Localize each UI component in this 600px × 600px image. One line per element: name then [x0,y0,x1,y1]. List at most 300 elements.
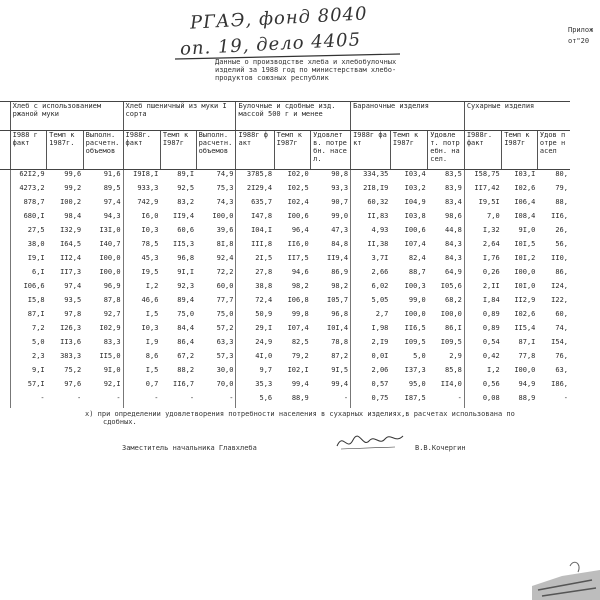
table-cell: 26, [555,226,568,234]
table-cell: I24, [551,282,568,290]
table-row [0,296,570,310]
archive-annotation-line1: РГАЭ, фонд 8040 [189,3,369,34]
table-cell: I9,5 [123,268,160,282]
table-cell: 92,3 [177,282,195,290]
table-cell: I02,5 [287,184,309,192]
table-cell: 6,02 [351,282,391,296]
table-cell: 2,9 [449,352,462,360]
column-header: Темп к I987г [274,131,311,170]
table-cell: 79, [555,184,568,192]
row-label [0,240,10,254]
table-cell: 88,7 [408,268,426,276]
table-cell: I9,I [10,254,47,268]
table-cell: I04,9 [404,198,426,206]
table-cell: I9I8,I [123,170,160,185]
signatory-title: Заместитель начальника Главхлеба [122,444,257,452]
row-label [0,268,10,282]
table-cell: 84,3 [444,254,462,262]
table-cell: I00,0 [514,268,536,276]
footnote-line1: х) при определении удовлетворения потребности населения в сухарных изделиях,в расчетах использована по [85,410,515,418]
table-cell: 99,4 [331,380,349,388]
table-cell: 77,8 [518,352,536,360]
table-cell: I,2 [123,282,160,296]
table-cell: 88, [555,198,568,206]
table-cell: 75,2 [64,366,82,374]
table-cell: 99,6 [64,170,82,178]
table-cell: 93,5 [64,296,82,304]
table-cell: 98,2 [291,282,309,290]
table-cell: 3,7I [351,254,391,268]
table-cell: - [563,394,568,402]
table-cell: 77,7 [216,296,234,304]
table-cell: II,83 [351,212,391,226]
table-cell: I6,0 [123,212,160,226]
table-cell: I22, [551,296,568,304]
table-row [0,282,570,296]
group-bagels: Бараночные изделия [351,102,465,131]
table-cell: 9I,I [177,268,195,276]
table-cell: II5,0 [99,352,121,360]
table-cell: II6,7 [173,380,195,388]
table-cell: I06,6 [10,282,47,296]
table-cell: 83,4 [444,198,462,206]
table-cell: I02,I [287,366,309,374]
row-label [0,366,10,380]
table-cell: 88,2 [177,366,195,374]
table-cell: I00,3 [404,282,426,290]
table-cell: I03,4 [404,170,426,178]
table-cell: I26,3 [60,324,82,332]
table-cell: I02,9 [99,324,121,332]
table-cell: 87,8 [103,296,121,304]
row-label [0,380,10,394]
table-cell: 57,2 [216,324,234,332]
table-cell: II4,0 [440,380,462,388]
table-cell: 2,I9 [351,338,391,352]
table-cell: I02,4 [287,198,309,206]
table-cell: 86,9 [331,268,349,276]
table-cell: 62I2,9 [10,170,47,185]
column-header: I988г факт [351,131,391,170]
column-header: Удов потре насел [537,131,570,170]
group-buns: Булочные и сдобные изд. массой 500 г и менее [236,102,351,131]
table-cell: 5,0 [10,338,47,352]
title-line2: изделий за 1988 год по министерствам хлебо- [215,66,397,74]
table-cell: 87,2 [331,352,349,360]
table-cell: 0,0I [351,352,391,366]
table-cell: I00,0 [99,268,121,276]
table-cell: I0I,4 [326,324,349,332]
table-cell: 5,6 [236,394,274,408]
table-cell: I02,6 [514,184,536,192]
table-row [0,240,570,254]
table-cell: 6,I [10,268,47,282]
table-cell: 96,4 [291,226,309,234]
table-cell: - [10,394,47,408]
table-cell: 383,3 [60,352,82,360]
table-cell: I,98 [351,324,391,338]
table-cell: 99,4 [291,380,309,388]
handwritten-signature [335,430,405,455]
table-row [0,198,570,212]
table-cell: 2I,5 [236,254,274,268]
table-cell: 38,0 [10,240,47,254]
table-cell: 96,9 [103,282,121,290]
table-cell: 60,32 [351,198,391,212]
table-cell: I0I,2 [514,254,536,262]
table-cell: I,5 [123,366,160,380]
table-row [0,226,570,240]
row-label [0,296,10,310]
table-cell: 94,6 [291,268,309,276]
table-cell: I00,0 [99,254,121,262]
appendix-label: Прилож [568,26,594,34]
table-cell: 87,I [518,338,536,346]
table-cell: 92,4 [216,254,234,262]
table-cell: I58,75 [464,170,501,185]
table-cell: 79,2 [291,352,309,360]
table-cell: I00,0 [404,310,426,318]
table-cell: 4I,0 [236,352,274,366]
row-label [0,198,10,212]
column-header: I988г. факт [123,131,160,170]
table-cell: 91,6 [103,170,121,178]
table-cell: I0,3 [123,324,160,338]
table-cell: I05,7 [326,296,349,304]
table-cell: 56, [555,240,568,248]
table-cell: 68,2 [444,296,462,304]
table-cell: 0,75 [351,394,391,408]
table-cell: II6,0 [287,240,309,248]
group-rye-bread: Хлеб с использованием ржаной муки [10,102,123,131]
table-cell: 334,35 [351,170,391,185]
table-cell: 45,3 [123,254,160,268]
column-header: Темп к I987г [502,131,538,170]
table-cell: II2,9 [514,296,536,304]
table-group-header [0,102,570,131]
table-cell: 8,6 [123,352,160,366]
title-line1: Данные о производстве хлеба и хлебобулочных [215,58,397,66]
table-cell: I04,I [236,226,274,240]
table-cell: 89,I [177,170,195,178]
title-line3: продуктов союзных республик [215,74,329,82]
table-row [0,254,570,268]
archive-annotation-line2: оп. 19, дело 4405 [179,29,362,60]
column-header: Темп к I987г [160,131,196,170]
table-cell: 83,3 [103,338,121,346]
footnote-line2: сдобных. [103,418,137,426]
table-cell: I,2 [464,366,501,380]
table-cell: I02,6 [514,310,536,318]
table-cell: 680,I [10,212,47,226]
table-cell: I0I,0 [514,282,536,290]
table-sub-header [0,131,570,170]
table-cell: 83,2 [177,198,195,206]
table-cell: 9,7 [236,366,274,380]
table-cell: 44,8 [444,226,462,234]
table-cell: 878,7 [10,198,47,212]
archive-stamp [532,556,600,600]
table-cell: III,8 [236,240,274,254]
table-cell: 99,0 [331,212,349,220]
table-cell: 2,66 [351,268,391,282]
table-cell: II7,3 [60,268,82,276]
production-table [0,101,570,408]
table-cell: 67,2 [177,352,195,360]
table-cell: 99,2 [64,184,82,192]
table-row [0,380,570,394]
table-cell: I,9 [123,338,160,352]
table-cell: - [76,394,82,402]
row-label [0,338,10,352]
table-cell: 3785,8 [236,170,274,185]
table-cell: 2,06 [351,366,391,380]
table-cell: 83,9 [444,184,462,192]
table-cell: 9,I [10,366,47,380]
signatory-name: В.В.Кочергин [415,444,466,452]
table-cell: II9,4 [173,212,195,220]
column-header: Темп к I987г [390,131,427,170]
table-cell: 57,I [10,380,47,394]
table-cell: 2I29,4 [236,184,274,198]
table-cell: I03,8 [404,212,426,220]
table-cell: 76, [555,352,568,360]
table-cell: 9I,0 [103,366,121,374]
table-cell: 4273,2 [10,184,47,198]
table-cell: I87,5 [404,394,426,402]
table-cell: 90,8 [331,170,349,178]
table-row [0,394,570,408]
table-cell: I0,3 [123,226,160,240]
table-cell: 95,0 [408,380,426,388]
table-cell: - [343,394,349,402]
table-cell: 97,4 [103,198,121,206]
table-cell: 38,8 [236,282,274,296]
table-cell: 635,7 [236,198,274,212]
row-label [0,352,10,366]
group-wheat-bread: Хлеб пшеничный из муки I сорта [123,102,236,131]
table-cell: 46,6 [123,296,160,310]
table-cell: 99,8 [291,310,309,318]
table-cell: 0,26 [464,268,501,282]
row-label [0,226,10,240]
table-cell: 2,7 [351,310,391,324]
table-cell: I00,0 [212,212,234,220]
table-cell: 74,9 [216,170,234,178]
table-cell: 72,4 [236,296,274,310]
table-cell: I02,0 [287,170,309,178]
table-cell: 97,8 [64,310,82,318]
table-cell: I03,I [514,170,536,178]
table-row [0,268,570,282]
column-header: Темп к 1987г. [47,131,84,170]
table-cell: 78,5 [123,240,160,254]
table-cell: 98,6 [444,212,462,220]
table-cell: 89,4 [177,296,195,304]
table-cell: 88,9 [518,394,536,402]
table-cell: 72,2 [216,268,234,276]
table-row [0,338,570,352]
row-label [0,282,10,296]
table-cell: 75,0 [216,310,234,318]
table-cell: I3I,0 [99,226,121,234]
table-cell: 86,4 [177,338,195,346]
table-cell: I9,5I [464,198,501,212]
table-cell: 84,8 [331,240,349,248]
table-cell: I00,0 [514,366,536,374]
table-cell: I03,2 [404,184,426,192]
table-cell: - [116,394,121,402]
table-cell: 9I,0 [518,226,536,234]
table-cell: - [457,394,462,402]
column-header [0,131,10,170]
table-cell: II5,4 [514,324,536,332]
table-cell: 86, [555,268,568,276]
header-blank [0,102,10,131]
table-cell: 933,3 [123,184,160,198]
column-header: I988 г факт [10,131,47,170]
table-cell: 0,57 [351,380,391,394]
table-cell: 70,0 [216,380,234,388]
table-cell: I,32 [464,226,501,240]
table-cell: - [229,394,234,402]
table-cell: 9I,5 [331,366,349,374]
column-header: I988г. факт [464,131,501,170]
table-cell: 0,89 [464,310,501,324]
table-row [0,170,570,185]
table-cell: II7,5 [287,254,309,262]
table-cell: I0I,5 [514,240,536,248]
table-cell: I05,6 [440,282,462,290]
table-cell: I09,5 [404,338,426,346]
table-cell: 92,5 [177,184,195,192]
table-row [0,184,570,198]
table-cell: 92,7 [103,310,121,318]
table-cell: 64,9 [444,268,462,276]
table-cell: 39,6 [216,226,234,234]
table-cell: 0,54 [464,338,501,352]
table-cell: 87,I [10,310,47,324]
table-cell: 74, [555,324,568,332]
table-cell: 80, [555,170,568,178]
table-cell: I07,4 [287,324,309,332]
table-cell: II6, [551,212,568,220]
table-cell: II2,4 [60,254,82,262]
table-cell: I08,4 [514,212,536,220]
table-cell: I,84 [464,296,501,310]
table-cell: 0,7 [123,380,160,394]
table-cell: I37,3 [404,366,426,374]
column-header: Удовлет. потребн. насел. [428,131,465,170]
table-cell: 99,0 [408,296,426,304]
row-label [0,310,10,324]
table-cell: I,5 [123,310,160,324]
table-cell: 89,5 [103,184,121,192]
table-row [0,352,570,366]
row-label [0,184,10,198]
table-cell: 27,5 [10,226,47,240]
row-label [0,254,10,268]
table-cell: 2,64 [464,240,501,254]
table-cell: 88,9 [291,394,309,402]
table-cell: I86, [551,380,568,388]
table-cell: 7,2 [10,324,47,338]
table-cell: I5,8 [10,296,47,310]
document-title [215,58,485,82]
table-cell: 60,6 [177,226,195,234]
table-cell: 85,8 [444,366,462,374]
table-cell: 0,08 [464,394,501,408]
table-cell: 63, [555,366,568,374]
table-cell: 97,6 [64,380,82,388]
table-cell: II5,3 [173,240,195,248]
table-cell: - [189,394,195,402]
table-cell: 94,3 [103,212,121,220]
row-label [0,170,10,185]
table-cell: II,38 [351,240,391,254]
table-row [0,366,570,380]
table-cell: 27,8 [236,268,274,282]
table-cell: 84,3 [444,240,462,248]
table-cell: 30,0 [216,366,234,374]
table-cell: I47,8 [236,212,274,226]
table-cell: 75,3 [216,184,234,192]
table-cell: 29,I [236,324,274,338]
column-header: Выполн. расчетн. объемов [196,131,236,170]
table-cell: 8I,8 [216,240,234,248]
row-label [0,212,10,226]
table-cell: I00,6 [404,226,426,234]
table-cell: II0, [551,254,568,262]
table-cell: I06,4 [514,198,536,206]
table-cell: 2I8,I9 [351,184,391,198]
table-row [0,324,570,338]
table-cell: 7,0 [464,212,501,226]
table-cell: 96,8 [331,310,349,318]
table-body [0,102,570,409]
table-cell: II9,4 [326,254,349,262]
table-cell: II7,42 [464,184,501,198]
table-cell: 98,4 [64,212,82,220]
table-cell: II3,6 [60,338,82,346]
table-cell: 2,II [464,282,501,296]
table-cell: 78,8 [331,338,349,346]
row-label [0,324,10,338]
table-cell: I09,5 [440,338,462,346]
table-cell: I06,8 [287,296,309,304]
table-cell: I00,0 [440,310,462,318]
table-cell: 86,I [444,324,462,332]
table-cell: 96,8 [177,254,195,262]
table-cell: 60,0 [216,282,234,290]
table-cell: I00,2 [60,198,82,206]
table-cell: 93,3 [331,184,349,192]
table-cell: 60, [555,310,568,318]
column-header: I988г факт [236,131,274,170]
table-cell: 0,42 [464,352,501,366]
table-cell: 5,05 [351,296,391,310]
table-cell: 4,93 [351,226,391,240]
table-cell: I54, [551,338,568,346]
table-cell: II6,5 [404,324,426,332]
appendix-from: от"20 [568,37,590,45]
table-cell: 82,4 [408,254,426,262]
table-row [0,310,570,324]
table-cell: I00,6 [287,212,309,220]
table-cell: 0,56 [464,380,501,394]
table-cell: 742,9 [123,198,160,212]
table-cell: 94,9 [518,380,536,388]
